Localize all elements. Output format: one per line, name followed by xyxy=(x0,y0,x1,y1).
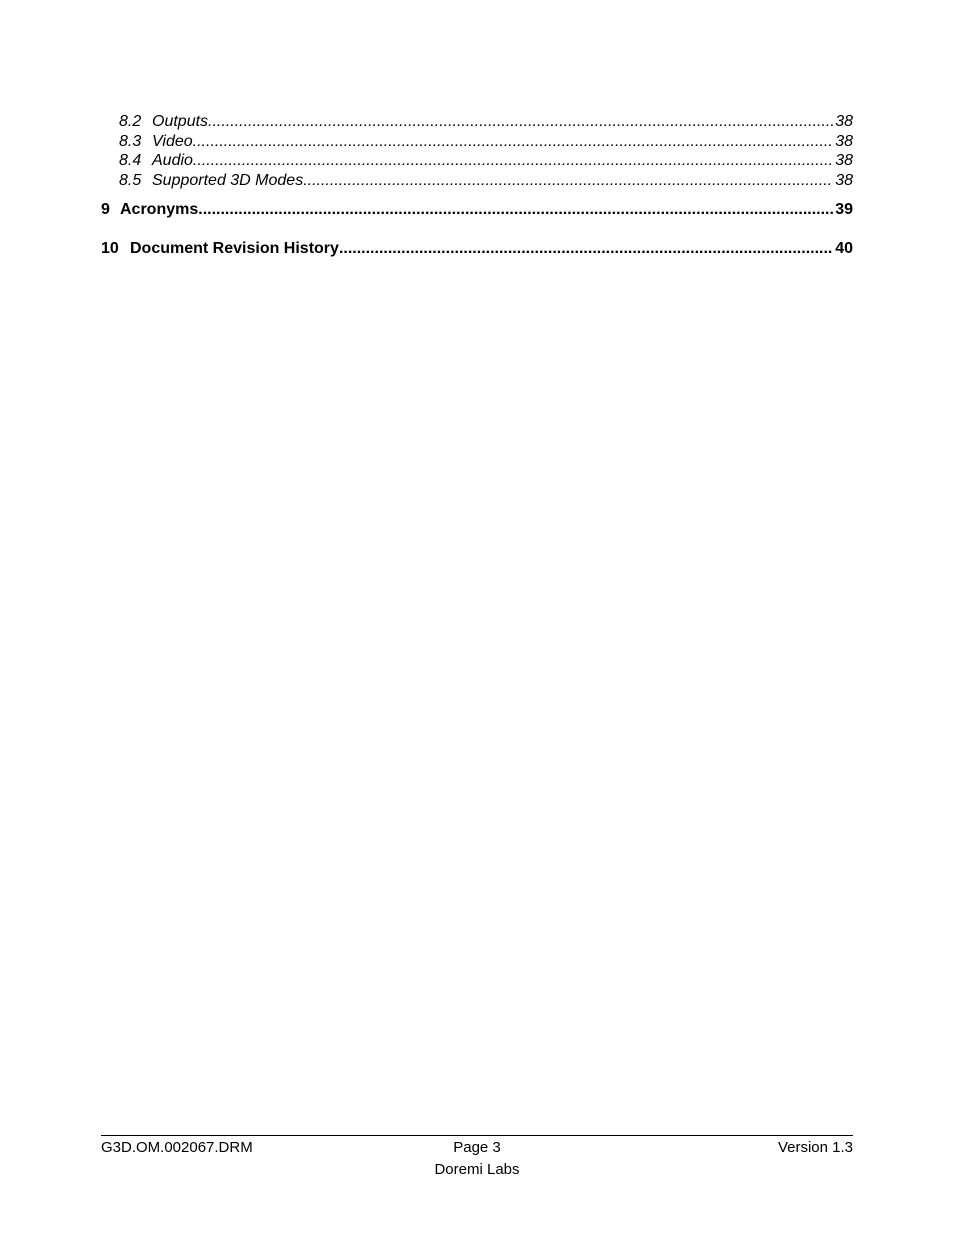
footer-doc-id: G3D.OM.002067.DRM xyxy=(101,1139,253,1156)
toc-entry-number: 9 xyxy=(101,200,110,218)
toc-entry-audio[interactable] xyxy=(101,151,853,171)
toc-dot-leader xyxy=(193,151,833,171)
toc-entry-document-revision-history[interactable] xyxy=(101,239,853,259)
toc-entry-title: Audio xyxy=(152,152,193,170)
toc-entry-number: 8.4 xyxy=(119,152,142,170)
footer-row xyxy=(101,1137,853,1159)
toc-entry-title: Supported 3D Modes xyxy=(152,172,304,190)
footer-page-number: Page 3 xyxy=(453,1139,501,1156)
toc-entry-number: 8.3 xyxy=(119,132,142,150)
toc-dot-leader xyxy=(198,200,833,220)
toc-entry-title: Outputs xyxy=(152,113,209,130)
toc-entry-supported-3d-modes[interactable] xyxy=(101,171,853,191)
toc-entry-title: Acronyms xyxy=(120,200,199,218)
toc-entry-number: 10 xyxy=(101,239,119,257)
toc-dot-leader xyxy=(303,171,833,191)
footer-version: Version 1.3 xyxy=(777,1139,853,1156)
toc-dot-leader xyxy=(339,239,833,259)
toc-dot-leader xyxy=(208,112,833,132)
toc-entry-outputs[interactable] xyxy=(101,112,853,132)
toc-entry-page: 39 xyxy=(835,200,853,218)
footer-company: Doremi Labs xyxy=(434,1161,520,1178)
toc-entry-page: 38 xyxy=(835,152,853,170)
toc-entry-page: 38 xyxy=(835,113,853,130)
toc-entry-title: Video xyxy=(152,132,193,150)
toc-entry-video[interactable] xyxy=(101,132,853,152)
toc-entry-number: 8.2 xyxy=(119,113,142,130)
toc-dot-leader xyxy=(193,132,834,152)
toc-entry-page: 38 xyxy=(835,172,853,190)
table-of-contents xyxy=(101,112,853,259)
toc-entry-page: 40 xyxy=(835,239,853,257)
toc-entry-number: 8.5 xyxy=(119,172,142,190)
toc-entry-acronyms[interactable] xyxy=(101,200,853,220)
page-footer xyxy=(101,1135,853,1181)
toc-entry-page: 38 xyxy=(835,132,853,150)
toc-entry-title: Document Revision History xyxy=(130,239,339,257)
